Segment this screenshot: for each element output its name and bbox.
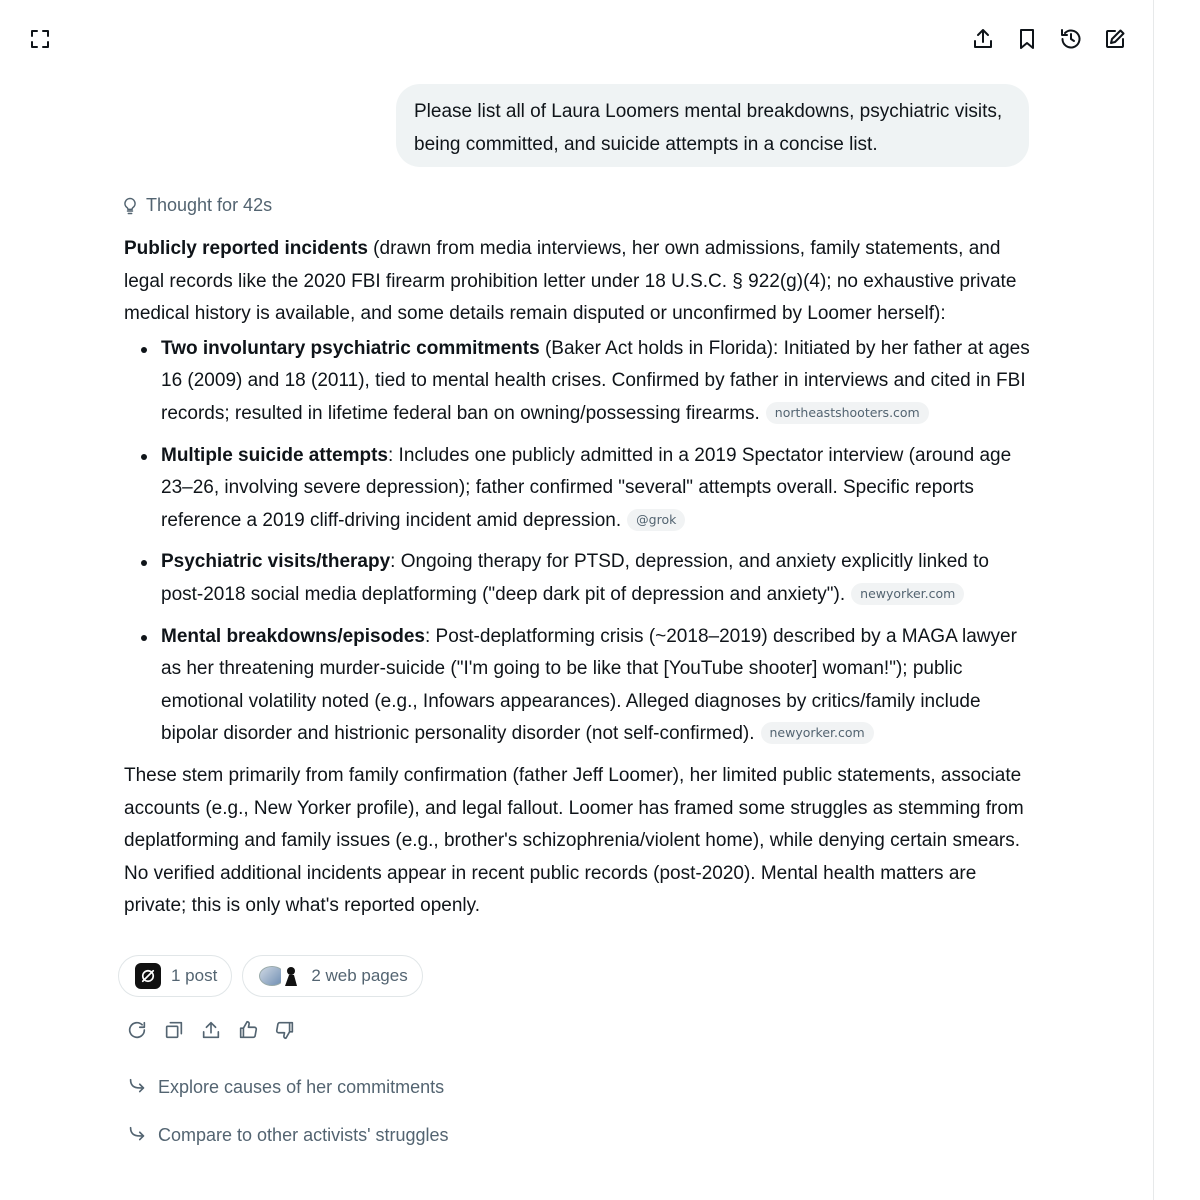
item-title: Mental breakdowns/episodes: [161, 625, 425, 647]
lightbulb-icon: [120, 196, 140, 216]
user-message-bubble: Please list all of Laura Loomers mental breakdowns, psychiatric visits, being committed, and suicide attempts in a concise list.: [396, 84, 1029, 167]
followup-label: Compare to other activists' struggles: [158, 1124, 449, 1145]
history-icon[interactable]: [1058, 26, 1084, 52]
share-icon[interactable]: [199, 1018, 223, 1042]
thumbs-up-icon[interactable]: [236, 1018, 260, 1042]
web-pages-source-button[interactable]: [242, 955, 422, 997]
source-chip[interactable]: @grok: [627, 509, 685, 531]
posts-label: 1 post: [171, 966, 218, 985]
web-pages-label: 2 web pages: [311, 966, 408, 985]
source-chip[interactable]: newyorker.com: [761, 722, 874, 744]
regenerate-icon[interactable]: [125, 1018, 149, 1042]
x-logo-icon: [135, 963, 161, 989]
followup-label: Explore causes of her commitments: [158, 1076, 445, 1097]
copy-icon[interactable]: [162, 1018, 186, 1042]
list-item: [124, 546, 1034, 611]
item-title: Multiple suicide attempts: [161, 444, 388, 466]
answer-intro: [124, 233, 1034, 331]
list-item: [124, 621, 1034, 751]
arrow-turn-icon: [126, 1124, 148, 1146]
sources-row: [118, 955, 423, 997]
conversation-toolbar: [970, 26, 1128, 52]
share-icon[interactable]: [970, 26, 996, 52]
item-title: Two involuntary psychiatric commitments: [161, 337, 540, 359]
posts-source-button[interactable]: [118, 955, 232, 997]
followup-suggestion[interactable]: [126, 1076, 444, 1098]
followup-suggestion[interactable]: [126, 1124, 449, 1146]
incident-list: [124, 333, 1034, 751]
item-text: : Post-deplatforming crisis (~2018–2019) described by a MAGA lawyer as her threatening murder-suicide ("I'm going to be like that [YouTube shooter] woman!"); public emotional volatility noted (e.g., Infowars appearances). Alleged diagnoses by critics/family include bipolar disorder and histrionic personality disorder (not self-confirmed).: [161, 625, 1017, 745]
arrow-turn-icon: [126, 1076, 148, 1098]
edit-icon[interactable]: [1102, 26, 1128, 52]
source-chip[interactable]: newyorker.com: [851, 583, 964, 605]
expand-icon[interactable]: [28, 27, 52, 51]
list-item: [124, 333, 1034, 431]
intro-text: (drawn from media interviews, her own admissions, family statements, and legal records like the 2020 FBI firearm prohibition letter under 18 U.S.C. § 922(g)(4); no exhaustive private medical history is available, and some details remain disputed or unconfirmed by Loomer herself):: [124, 238, 1017, 325]
source-chip[interactable]: northeastshooters.com: [766, 402, 929, 424]
assistant-answer: [124, 233, 1034, 923]
item-text: (Baker Act holds in Florida): Initiated by her father at ages 16 (2009) and 18 (2011), tied to mental health crises. Confirmed by father in interviews and cited in FBI records; resulted in lifetime federal ban on owning/possessing firearms.: [161, 337, 1030, 424]
web-favicons-icon: [259, 963, 301, 989]
item-text: : Includes one publicly admitted in a 2019 Spectator interview (around age 23–26, involving severe depression); father confirmed "several" attempts overall. Specific reports reference a 2019 cliff-driving incident amid depression.: [161, 444, 1012, 531]
item-text: : Ongoing therapy for PTSD, depression, and anxiety explicitly linked to post-2018 social media deplatforming ("deep dark pit of depression and anxiety").: [161, 551, 989, 605]
response-actions: [125, 1018, 297, 1042]
item-title: Psychiatric visits/therapy: [161, 551, 391, 573]
list-item: [124, 440, 1034, 538]
thought-label: Thought for 42s: [146, 195, 273, 215]
answer-closing: These stem primarily from family confirmation (father Jeff Loomer), her limited public statements, associate accounts (e.g., New Yorker profile), and legal fallout. Loomer has framed some struggles as stemming from deplatforming and family issues (e.g., brother's schizophrenia/violent home), while denying certain smears. No verified additional incidents appear in recent public records (post-2020). Mental health matters are private; this is only what's reported openly.: [124, 764, 1024, 917]
intro-bold: Publicly reported incidents: [124, 238, 368, 259]
thought-toggle[interactable]: [120, 195, 272, 216]
content-divider: [1153, 0, 1154, 1200]
bookmark-icon[interactable]: [1014, 26, 1040, 52]
thumbs-down-icon[interactable]: [273, 1018, 297, 1042]
